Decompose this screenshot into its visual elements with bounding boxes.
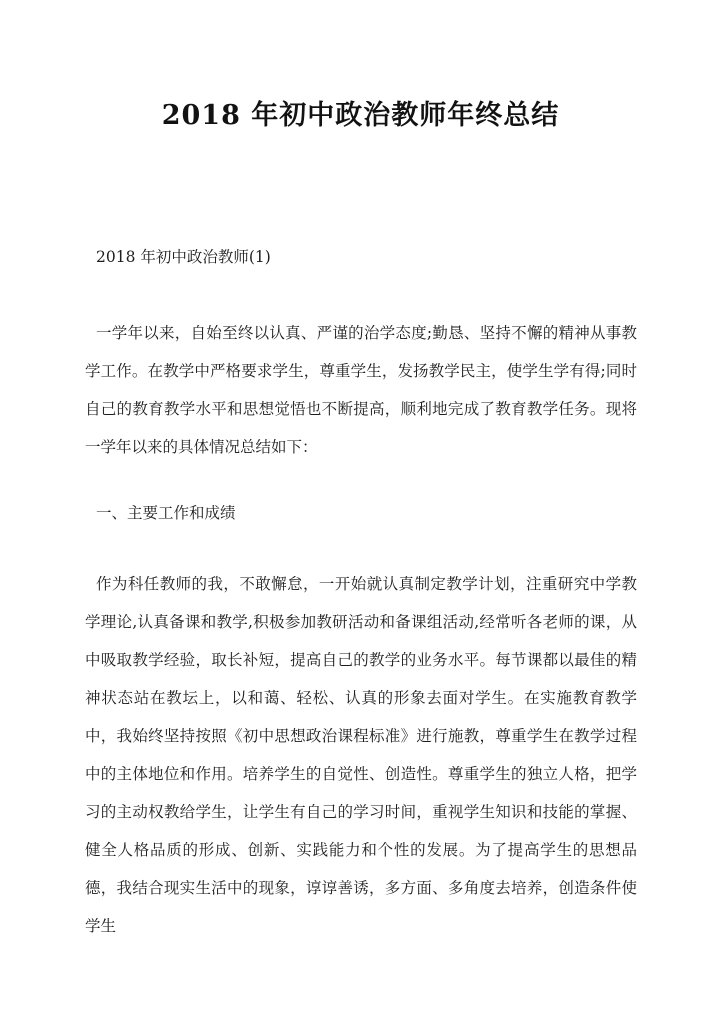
section-paragraph: 作为科任教师的我，不敢懈怠，一开始就认真制定教学计划，注重研究中学教学理论,认真备课和教学,积极参加教研活动和备课组活动,经常听各老师的课，从中吸取教学经验，取长补短，提高自己的教学的业务水平。每节课都以最佳的精神状态站在教坛上，以和蔼、轻松、认真的形象去面对学生。在实施教育教学中，我始终坚持按照《初中思想政治课程标准》进行施教，尊重学生在教学过程中的主体地位和作用。培养学生的自觉性、创造性。尊重学生的独立人格，把学习的主动权教给学生，让学生有自己的学习时间，重视学生知识和技能的掌握、健全人格品质的形成、创新、实践能力和个性的发展。为了提高学生的思想品德，我结合现实生活中的现象，谆谆善诱，多方面、多角度去培养，创造条件使学生	[85, 575, 637, 935]
spacer-before-section	[85, 466, 637, 494]
intro-paragraph: 一学年以来，自始至终以认真、严谨的治学态度;勤恳、坚持不懈的精神从事教学工作。在教学中严格要求学生，尊重学生，发扬教学民主，使学生学有得;同时自己的教育教学水平和思想觉悟也不断提高，顺利地完成了教育教学任务。现将一学年以来的具体情况总结如下：	[85, 324, 637, 456]
spacer-after-subtitle	[85, 276, 637, 314]
section-heading: 一、主要工作和成绩	[96, 504, 236, 522]
document-body	[85, 238, 637, 945]
spacer-after-section	[85, 532, 637, 565]
page-title: 2018 年初中政治教师年终总结	[161, 100, 560, 132]
document-subtitle: 2018 年初中政治教师(1)	[96, 248, 271, 266]
